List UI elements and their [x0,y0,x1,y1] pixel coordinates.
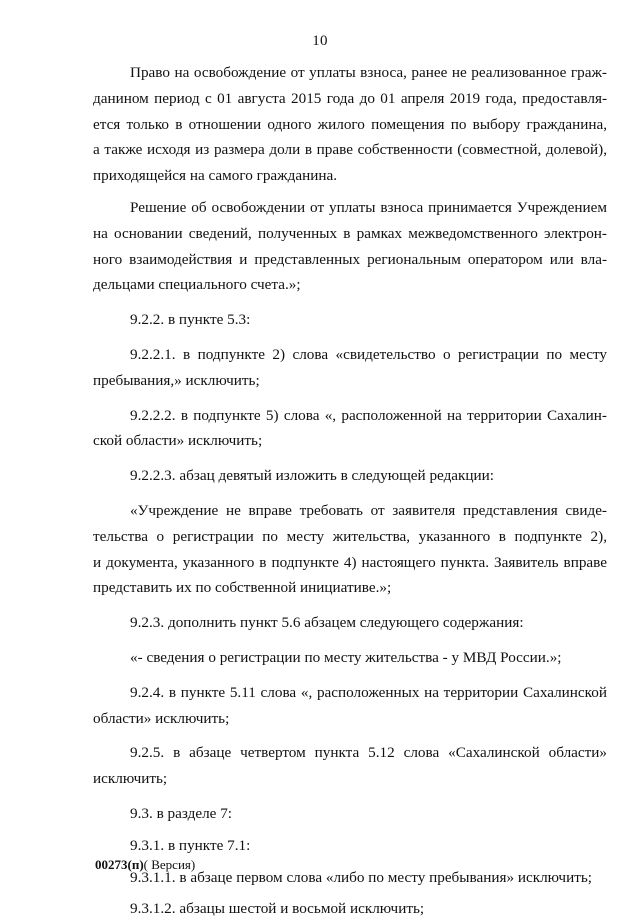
paragraph-line: тельства о регистрации по месту жительства, указанного в подпункте 2), [93,527,607,545]
paragraph-line: пребывания,» исключить; [93,371,260,389]
document-body [93,60,607,922]
paragraph-line: «Учреждение не вправе требовать от заявителя представления свиде- [130,501,607,519]
paragraph-line: Решение об освобождении от уплаты взноса принимается Учреждением [130,198,607,216]
document-code: 00273(п) [95,857,144,872]
paragraph-line: 9.2.2.1. в подпункте 2) слова «свидетельство о регистрации по месту [130,345,607,363]
paragraph-line: представить их по собственной инициативе.»; [93,579,392,597]
paragraph-line: ется только в отношении одного жилого помещения по выбору гражданина, [93,115,607,133]
paragraph-line: ного взаимодействия и представленных региональным оператором или вла- [93,250,607,268]
paragraph-line: данином период с 01 августа 2015 года до 01 апреля 2019 года, предоставля- [93,89,607,107]
paragraph-line: Право на освобождение от уплаты взноса, ранее не реализованное граж- [130,64,607,81]
paragraph-line: дельцами специального счета.»; [93,276,301,294]
paragraph-line: на основании сведений, полученных в рамках межведомственного электрон- [93,224,607,242]
paragraph-line: исключить; [93,770,168,788]
paragraph-line: «- сведения о регистрации по месту жительства - у МВД России.»; [130,648,562,666]
paragraph-line: 9.2.2. в пункте 5.3: [130,311,251,329]
paragraph-line: 9.2.4. в пункте 5.11 слова «, расположенных на территории Сахалинской [130,683,607,701]
document-footer [95,857,195,873]
paragraph-line: 9.2.5. в абзаце четвертом пункта 5.12 слова «Сахалинской области» [130,744,607,762]
paragraph-line: 9.2.2.2. в подпункте 5) слова «, расположенной на территории Сахалин- [130,406,607,424]
page-number: 10 [312,33,328,49]
paragraph-line: ской области» исключить; [93,432,263,450]
paragraph-line: приходящейся на самого гражданина. [93,167,338,185]
paragraph-line: 9.3.1.2. абзацы шестой и восьмой исключить; [130,900,425,918]
paragraph-line: 9.2.2.3. абзац девятый изложить в следующей редакции: [130,467,495,485]
paragraph-line: а также исходя из размера доли в праве собственности (совместной, долевой), [93,141,607,159]
paragraph-line: 9.2.3. дополнить пункт 5.6 абзацем следующего содержания: [130,614,524,632]
paragraph-line: области» исключить; [93,709,230,727]
paragraph-line: и документа, указанного в подпункте 4) настоящего пункта. Заявитель вправе [93,553,607,571]
document-version: ( Версия) [143,857,196,872]
paragraph-line: 9.3.1.1. в абзаце первом слова «либо по месту пребывания» исключить; [130,868,592,886]
paragraph-line: 9.3. в разделе 7: [130,804,233,822]
paragraph-line: 9.3.1. в пункте 7.1: [130,836,251,854]
